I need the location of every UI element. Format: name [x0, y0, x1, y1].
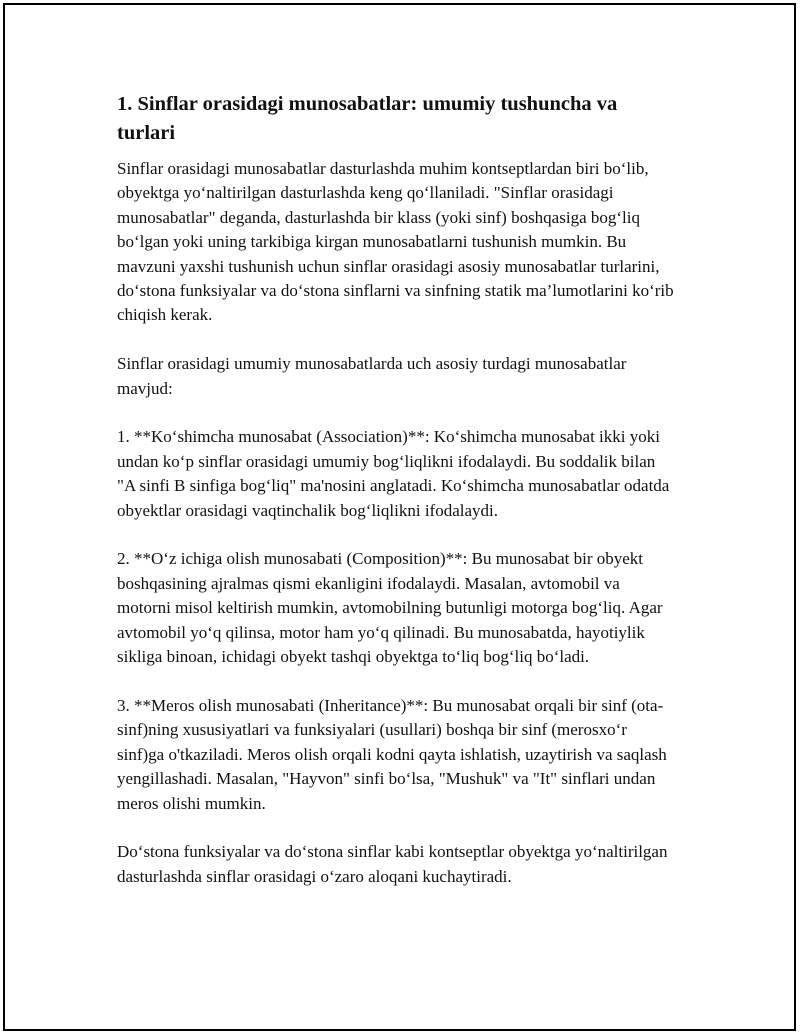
- section-heading: 1. Sinflar orasidagi munosabatlar: umumiy tushuncha va turlari: [117, 93, 618, 144]
- document-body: [117, 90, 677, 914]
- paragraph-inheritance: 3. **Meros olish munosabati (Inheritance)**: Bu munosabat orqali bir sinf (ota-sinf)ning xususiyatlari va funksiyalari (usullari) boshqa bir sinf (merosxo‘r sinf)ga o'tkaziladi. Meros olish orqali kodni qayta ishlatish, uzaytirish va saqlash yengillashadi. Masalan, "Hayvon" sinfi bo‘lsa, "Mushuk" va "It" sinflari undan meros olishi mumkin.: [117, 695, 667, 813]
- paragraph-types-lead: Sinflar orasidagi umumiy munosabatlarda uch asosiy turdagi munosabatlar mavjud:: [117, 354, 627, 398]
- paragraph-conclusion: Do‘stona funksiyalar va do‘stona sinflar kabi kontseptlar obyektga yo‘naltirilgan dasturlashda sinflar orasidagi o‘zaro aloqani kuchaytiradi.: [117, 842, 668, 886]
- paragraph-association: 1. **Ko‘shimcha munosabat (Association)**: Ko‘shimcha munosabat ikki yoki undan ko‘p sinflar orasidagi umumiy bog‘liqlikni ifodalaydi. Bu soddalik bilan "A sinfi B sinfiga bog‘liq" ma'nosini anglatadi. Ko‘shimcha munosabatlar odatda obyektlar orasidagi vaqtinchalik bog‘liqlikni ifodalaydi.: [117, 427, 670, 520]
- paragraph-composition: 2. **O‘z ichiga olish munosabati (Composition)**: Bu munosabat bir obyekt boshqasining ajralmas qismi ekanligini ifodalaydi. Masalan, avtomobil va motorni misol keltirish mumkin, avtomobilning butunligi motorga bog‘liq. Agar avtomobil yo‘q qilinsa, motor ham yo‘q qilinadi. Bu munosabatda, hayotiylik sikliga binoan, ichidagi obyekt tashqi obyektga to‘liq bog‘liq bo‘ladi.: [117, 549, 663, 667]
- paragraph-intro: Sinflar orasidagi munosabatlar dasturlashda muhim kontseptlardan biri bo‘lib, obyektga yo‘naltirilgan dasturlashda keng qo‘llaniladi. "Sinflar orasidagi munosabatlar" deganda, dasturlashda bir klass (yoki sinf) boshqasiga bog‘liq bo‘lgan yoki uning tarkibiga kirgan munosabatlarni tushunish mumkin. Bu mavzuni yaxshi tushunish uchun sinflar orasidagi asosiy munosabatlar turlarini, do‘stona funksiyalar va do‘stona sinflarni va sinfning statik ma’lumotlarini ko‘rib chiqish kerak.: [117, 159, 674, 325]
